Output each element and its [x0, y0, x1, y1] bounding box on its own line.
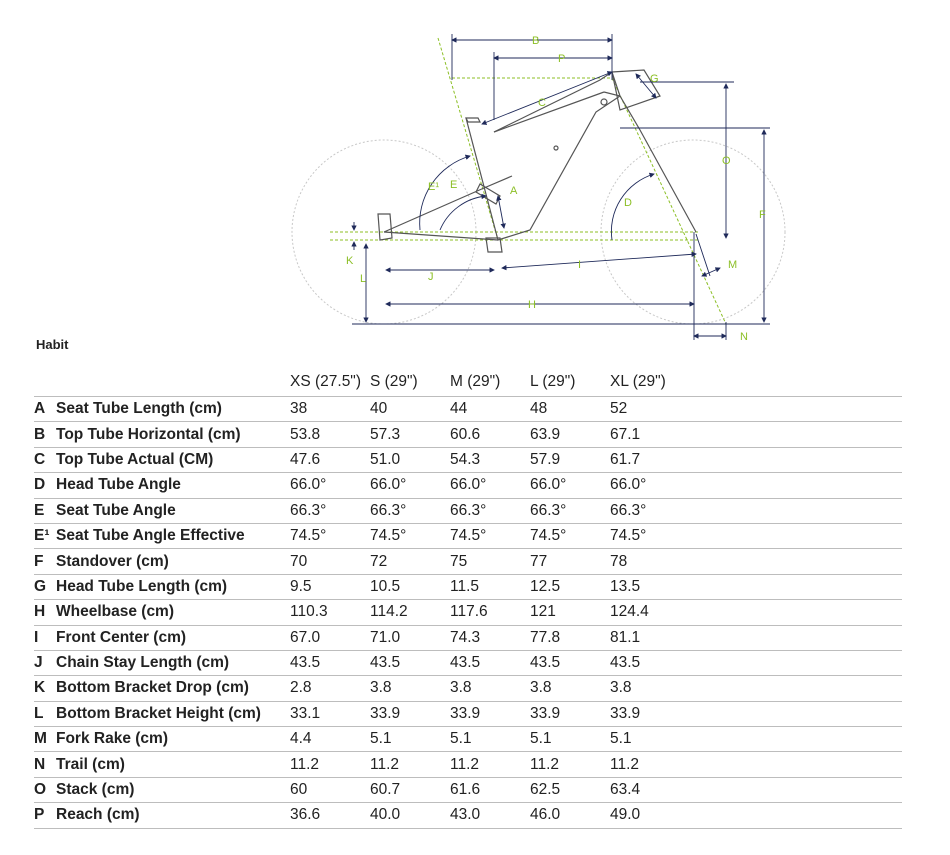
diagram-label-m: M [728, 259, 738, 271]
table-cell: 121 [530, 600, 610, 625]
diagram-label-l: L [360, 273, 367, 285]
table-row [34, 574, 902, 599]
dimension-label: Wheelbase (cm) [56, 600, 290, 625]
table-row [34, 752, 902, 777]
table-row [34, 777, 902, 802]
table-cell: 72 [370, 549, 450, 574]
table-cell: 74.5° [610, 523, 690, 548]
table-cell: 40.0 [370, 803, 450, 828]
reference-lines [330, 38, 726, 324]
table-row [34, 498, 902, 523]
table-cell: 71.0 [370, 625, 450, 650]
geometry-table [34, 371, 902, 829]
dimension-letter: O [34, 777, 56, 802]
dimension-letter: B [34, 422, 56, 447]
table-cell: 49.0 [610, 803, 690, 828]
table-cell: 9.5 [290, 574, 370, 599]
dimension-label: Bottom Bracket Height (cm) [56, 701, 290, 726]
table-cell: 81.1 [610, 625, 690, 650]
table-cell: 78 [610, 549, 690, 574]
table-cell: 11.2 [530, 752, 610, 777]
dimension-label: Seat Tube Angle [56, 498, 290, 523]
table-cell: 11.2 [290, 752, 370, 777]
table-cell: 43.5 [450, 650, 530, 675]
dimension-labels [346, 35, 766, 340]
table-cell: 77.8 [530, 625, 610, 650]
dimension-lines [352, 34, 770, 340]
table-cell: 60 [290, 777, 370, 802]
table-cell: 4.4 [290, 727, 370, 752]
diagram-label-e: E [450, 179, 458, 191]
table-cell: 5.1 [530, 727, 610, 752]
table-cell: 60.7 [370, 777, 450, 802]
dimension-letter: J [34, 650, 56, 675]
size-header: L (29") [530, 371, 610, 397]
dimension-label: Stack (cm) [56, 777, 290, 802]
table-cell: 110.3 [290, 600, 370, 625]
table-row [34, 625, 902, 650]
diagram-label-f: F [759, 209, 766, 221]
diagram-label-k: K [346, 255, 354, 267]
table-cell: 74.3 [450, 625, 530, 650]
table-cell: 3.8 [530, 676, 610, 701]
dimension-label: Seat Tube Angle Effective [56, 523, 290, 548]
dimension-letter: D [34, 473, 56, 498]
table-cell: 53.8 [290, 422, 370, 447]
dimension-letter: L [34, 701, 56, 726]
diagram-label-n: N [740, 331, 748, 340]
table-cell: 43.0 [450, 803, 530, 828]
table-cell: 11.2 [370, 752, 450, 777]
table-cell: 51.0 [370, 447, 450, 472]
size-header: XL (29") [610, 371, 690, 397]
bike-frame [378, 70, 696, 252]
table-row [34, 727, 902, 752]
table-cell: 66.3° [290, 498, 370, 523]
table-row [34, 422, 902, 447]
size-header: M (29") [450, 371, 530, 397]
dimension-letter: N [34, 752, 56, 777]
dimension-label: Head Tube Angle [56, 473, 290, 498]
table-cell: 44 [450, 397, 530, 422]
table-cell: 63.4 [610, 777, 690, 802]
table-cell: 11.2 [450, 752, 530, 777]
model-name: Habit [36, 337, 69, 352]
table-cell: 43.5 [290, 650, 370, 675]
dimension-label: Top Tube Horizontal (cm) [56, 422, 290, 447]
table-cell: 33.9 [530, 701, 610, 726]
table-cell: 46.0 [530, 803, 610, 828]
table-cell: 67.0 [290, 625, 370, 650]
table-cell: 66.3° [610, 498, 690, 523]
table-cell: 5.1 [450, 727, 530, 752]
dimension-letter: I [34, 625, 56, 650]
table-cell: 66.0° [450, 473, 530, 498]
dimension-letter: C [34, 447, 56, 472]
table-cell: 33.1 [290, 701, 370, 726]
table-row [34, 676, 902, 701]
diagram-label-g: G [650, 73, 659, 85]
dimension-letter: F [34, 549, 56, 574]
table-cell: 12.5 [530, 574, 610, 599]
table-cell: 77 [530, 549, 610, 574]
table-cell: 40 [370, 397, 450, 422]
dimension-label: Top Tube Actual (CM) [56, 447, 290, 472]
table-cell: 124.4 [610, 600, 690, 625]
diagram-label-b: B [532, 35, 540, 47]
table-row [34, 397, 902, 422]
table-cell: 48 [530, 397, 610, 422]
diagram-label-e1: E¹ [428, 181, 439, 193]
table-cell: 3.8 [610, 676, 690, 701]
table-cell: 3.8 [370, 676, 450, 701]
table-cell: 66.3° [450, 498, 530, 523]
table-row [34, 447, 902, 472]
table-cell: 33.9 [610, 701, 690, 726]
diagram-label-o: O [722, 155, 731, 167]
table-cell: 47.6 [290, 447, 370, 472]
table-cell: 43.5 [370, 650, 450, 675]
table-cell: 74.5° [530, 523, 610, 548]
table-row [34, 701, 902, 726]
table-cell: 70 [290, 549, 370, 574]
table-cell: 117.6 [450, 600, 530, 625]
dimension-letter: P [34, 803, 56, 828]
table-cell: 74.5° [450, 523, 530, 548]
diagram-label-p: P [558, 53, 566, 65]
size-header-row [34, 371, 902, 397]
table-cell: 74.5° [290, 523, 370, 548]
dimension-label: Fork Rake (cm) [56, 727, 290, 752]
diagram-label-i: I [578, 259, 582, 271]
table-cell: 11.5 [450, 574, 530, 599]
dimension-label: Trail (cm) [56, 752, 290, 777]
table-cell: 66.0° [610, 473, 690, 498]
diagram-label-h: H [528, 299, 536, 311]
table-cell: 36.6 [290, 803, 370, 828]
table-cell: 10.5 [370, 574, 450, 599]
dimension-letter: G [34, 574, 56, 599]
bike-geometry-diagram [0, 0, 950, 340]
table-cell: 75 [450, 549, 530, 574]
table-cell: 62.5 [530, 777, 610, 802]
table-cell: 11.2 [610, 752, 690, 777]
dimension-letter: A [34, 397, 56, 422]
table-cell: 114.2 [370, 600, 450, 625]
table-row [34, 600, 902, 625]
table-cell: 66.0° [290, 473, 370, 498]
table-cell: 66.0° [370, 473, 450, 498]
dimension-letter: K [34, 676, 56, 701]
table-cell: 43.5 [610, 650, 690, 675]
dimension-label: Seat Tube Length (cm) [56, 397, 290, 422]
table-cell: 63.9 [530, 422, 610, 447]
dimension-letter: E¹ [34, 523, 56, 548]
table-cell: 66.3° [530, 498, 610, 523]
table-cell: 57.9 [530, 447, 610, 472]
table-row [34, 650, 902, 675]
dimension-letter: H [34, 600, 56, 625]
table-cell: 33.9 [450, 701, 530, 726]
dimension-label: Bottom Bracket Drop (cm) [56, 676, 290, 701]
table-cell: 74.5° [370, 523, 450, 548]
size-header: XS (27.5") [290, 371, 370, 397]
table-cell: 5.1 [370, 727, 450, 752]
dimension-label: Standover (cm) [56, 549, 290, 574]
table-cell: 3.8 [450, 676, 530, 701]
diagram-label-d: D [624, 197, 632, 209]
table-cell: 13.5 [610, 574, 690, 599]
diagram-label-j: J [428, 271, 434, 283]
table-cell: 5.1 [610, 727, 690, 752]
dimension-label: Reach (cm) [56, 803, 290, 828]
table-row [34, 549, 902, 574]
diagram-label-c: C [538, 97, 546, 109]
table-cell: 61.6 [450, 777, 530, 802]
table-cell: 60.6 [450, 422, 530, 447]
size-header: S (29") [370, 371, 450, 397]
table-cell: 38 [290, 397, 370, 422]
table-cell: 61.7 [610, 447, 690, 472]
table-row [34, 473, 902, 498]
table-cell: 66.3° [370, 498, 450, 523]
dimension-label: Front Center (cm) [56, 625, 290, 650]
dimension-label: Chain Stay Length (cm) [56, 650, 290, 675]
table-cell: 57.3 [370, 422, 450, 447]
table-cell: 54.3 [450, 447, 530, 472]
dimension-letter: E [34, 498, 56, 523]
dimension-letter: M [34, 727, 56, 752]
table-cell: 66.0° [530, 473, 610, 498]
diagram-label-a: A [510, 185, 518, 197]
table-cell: 2.8 [290, 676, 370, 701]
table-cell: 33.9 [370, 701, 450, 726]
table-cell: 52 [610, 397, 690, 422]
dimension-label: Head Tube Length (cm) [56, 574, 290, 599]
table-cell: 43.5 [530, 650, 610, 675]
table-row [34, 803, 902, 828]
table-row [34, 523, 902, 548]
table-cell: 67.1 [610, 422, 690, 447]
